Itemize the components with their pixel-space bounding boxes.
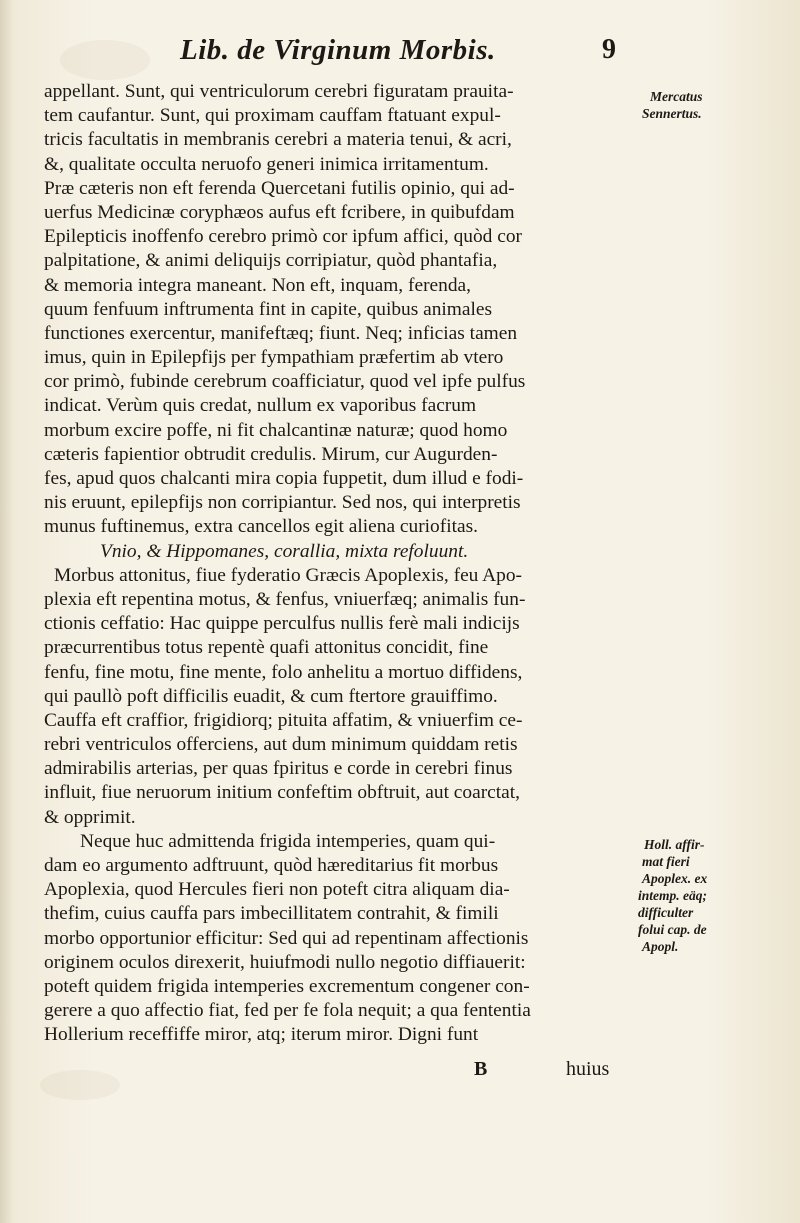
text-line: morbum excire poffe, ni fit chalcantinæ naturæ; quod homo xyxy=(44,419,508,441)
page-number: 9 xyxy=(602,34,616,65)
text-line: quum fenfuum inftrumenta fint in capite, quibus animales xyxy=(44,298,493,320)
text-line: præcurrentibus totus repentè quafi attonitus concidit, fine xyxy=(44,637,489,659)
text-line: morbo opportunior efficitur: Sed qui ad repentinam affectionis xyxy=(44,927,529,949)
page-edge-shadow xyxy=(0,0,14,1223)
main-text-block xyxy=(44,80,632,1048)
text-line: appellant. Sunt, qui ventriculorum cerebri figuratam prauita- xyxy=(44,81,514,102)
margin-note-line: Holl. affir- xyxy=(644,837,705,852)
text-line: & memoria integra maneant. Non eft, inquam, ferenda, xyxy=(44,274,471,296)
margin-note-line: Apoplex. ex xyxy=(642,871,708,886)
text-line: Præ cæteris non eft ferenda Quercetani futilis opinio, qui ad- xyxy=(44,177,515,199)
text-line: qui paullò poft difficilis euadit, & cum ftertore grauiffimo. xyxy=(44,685,498,707)
text-line: rebri ventriculos offerciens, aut dum minimum quiddam retis xyxy=(44,734,518,756)
text-line: &, qualitate occulta neruofo generi inimica irritamentum. xyxy=(44,153,489,175)
text-line: thefim, cuius cauffa pars imbecillitatem contrahit, & fimili xyxy=(44,903,499,925)
text-line: cor primò, fubinde cerebrum coafficiatur, quod vel ipfe pulfus xyxy=(44,371,526,393)
signature-mark: B xyxy=(474,1058,488,1080)
text-line: Apoplexia, quod Hercules fieri non poteft citra aliquam dia- xyxy=(44,879,510,901)
text-line: munus fuftinemus, extra cancellos egit aliena curiofitas. xyxy=(44,516,478,538)
text-line: ctionis ceffatio: Hac quippe perculfus nullis ferè mali indicijs xyxy=(44,613,520,635)
text-line: fenfu, fine motu, fine mente, folo anhelitu a mortuo diffidens, xyxy=(44,661,523,683)
margin-note-hollerius xyxy=(638,836,788,955)
text-line: influit, fiue neruorum initium confeftim obftruit, aut coarctat, xyxy=(44,782,521,804)
text-line: cæteris fapientior obtrudit credulis. Mirum, cur Augurden- xyxy=(44,443,498,465)
text-line: tem caufantur. Sunt, qui proximam cauffam ftatuant expul- xyxy=(44,105,501,127)
text-line: Hollerium receffiffe miror, atq; iterum miror. Digni funt xyxy=(44,1024,479,1046)
text-line: palpitatione, & animi deliquijs corripiatur, quòd phantafia, xyxy=(44,250,498,272)
text-line: indicat. Verùm quis credat, nullum ex vaporibus facrum xyxy=(44,395,477,417)
text-line: & opprimit. xyxy=(44,806,136,828)
catchword: huius xyxy=(566,1058,610,1080)
section-start-line: Morbus attonitus, fiue fyderatio Græcis Apoplexis, feu Apo- xyxy=(54,564,522,586)
text-line: dam eo argumento adftruunt, quòd hæreditarius fit morbus xyxy=(44,855,499,876)
margin-note-line: Mercatus xyxy=(650,89,703,104)
text-line: Epilepticis inoffenfo cerebro primò cor ipfum affici, quòd cor xyxy=(44,226,522,248)
text-line: imus, quin in Epilepfijs per fympathiam præfertim ab vtero xyxy=(44,347,504,369)
paragraph-start-line: Neque huc admittenda frigida intemperies, quam qui- xyxy=(80,830,496,852)
text-line: tricis facultatis in membranis cerebri a materia tenui, & acri, xyxy=(44,129,512,151)
text-line: functiones exercentur, manifeftæq; fiunt. Neq; inficias tamen xyxy=(44,322,518,344)
margin-note-line: Apopl. xyxy=(642,939,679,954)
text-line: originem oculos direxerit, huiufmodi nullo negotio diffiauerit: xyxy=(44,951,526,973)
page-header xyxy=(0,30,800,70)
text-line: admirabilis arterias, per quas fpiritus e corde in cerebri finus xyxy=(44,758,513,780)
margin-note-line: Sennertus. xyxy=(642,106,702,121)
running-title: Lib. de Virginum Morbis. xyxy=(180,34,496,66)
margin-note-line: mat fieri xyxy=(642,854,690,869)
italic-heading-line: Vnio, & Hippomanes, corallia, mixta refoluunt. xyxy=(100,540,469,562)
text-line: fes, apud quos chalcanti mira copia fuppetit, dum illud e fodi- xyxy=(44,468,524,489)
margin-note-line: intemp. eäq; xyxy=(638,888,707,903)
text-line: poteft quidem frigida intemperies excrementum congener con- xyxy=(44,975,530,997)
margin-note-line: folui cap. de xyxy=(638,922,707,937)
text-line: uerfus Medicinæ coryphæos aufus eft fcribere, in quibufdam xyxy=(44,201,515,223)
text-line: plexia eft repentina motus, & fenfus, vniuerfæq; animalis fun- xyxy=(44,588,526,610)
text-line: Cauffa eft craffior, frigidiorq; pituita affatim, & vniuerfim ce- xyxy=(44,709,523,731)
text-line: nis eruunt, epilepfijs non corripiantur. Sed nos, qui interpretis xyxy=(44,492,521,514)
text-line: gerere a quo affectio fiat, fed per fe fola nequit; a qua fententia xyxy=(44,1000,531,1022)
page-footer xyxy=(0,1058,800,1088)
margin-note-line: difficulter xyxy=(638,905,694,920)
margin-note-mercatus xyxy=(642,88,780,122)
